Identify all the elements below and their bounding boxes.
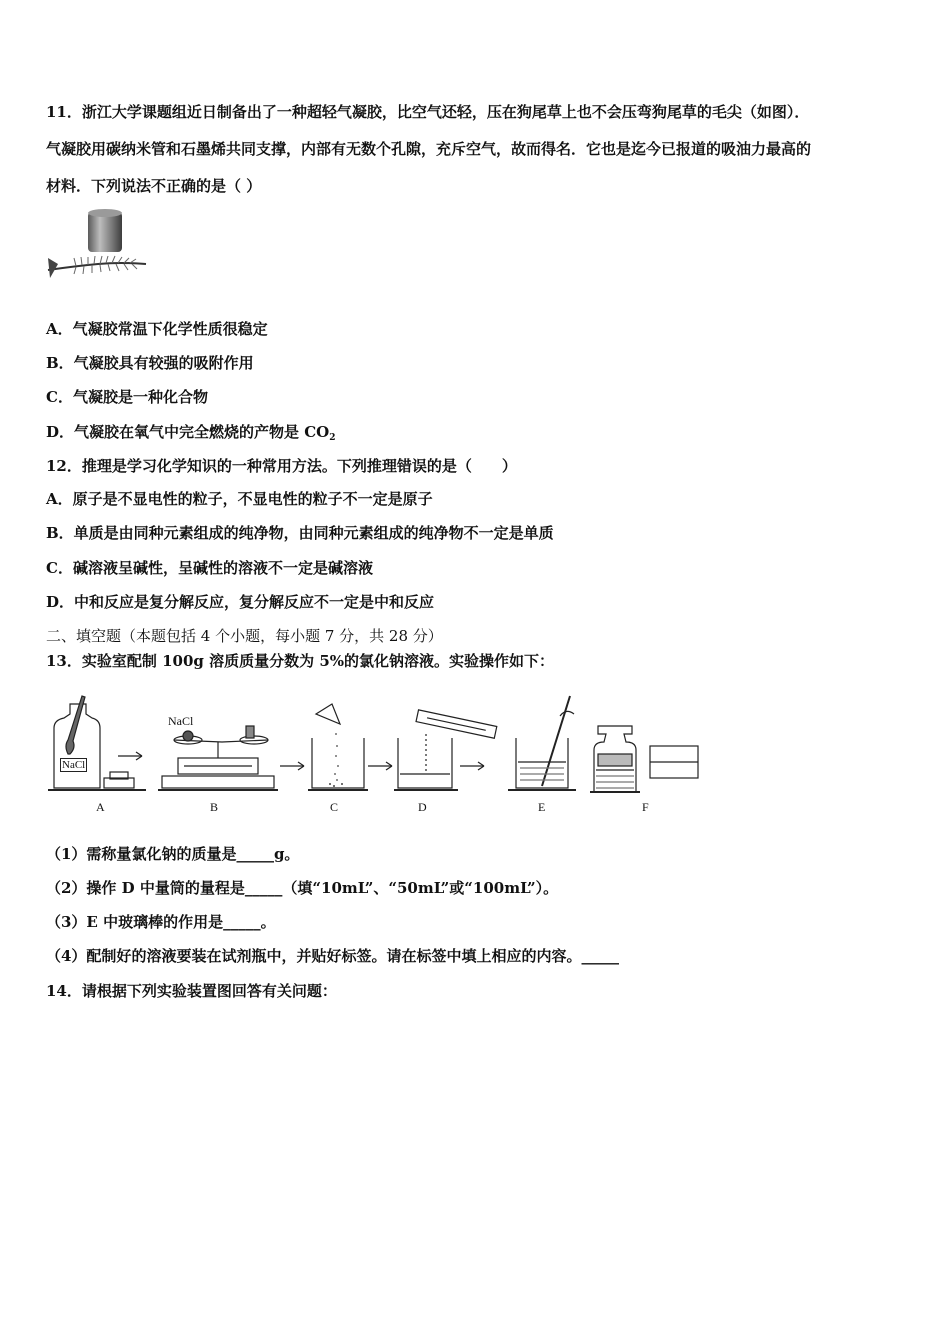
step-label-f: F xyxy=(642,800,649,814)
q11-line3: 材料．下列说法不正确的是（ ） xyxy=(46,177,262,195)
aerogel-foxtail-image xyxy=(46,208,150,288)
q11-option-a: A．气凝胶常温下化学性质很稳定 xyxy=(46,320,268,338)
section-2-heading: 二、填空题（本题包括 4 个小题，每小题 7 分，共 28 分） xyxy=(46,627,443,645)
q13-stem: 13．实验室配制 100g 溶质质量分数为 5%的氯化钠溶液。实验操作如下： xyxy=(46,652,555,670)
nacl-bottle-label: NaCl xyxy=(62,759,86,771)
step-label-a: A xyxy=(96,800,105,814)
step-label-c: C xyxy=(330,800,339,814)
step-label-b: B xyxy=(210,800,219,814)
q12-option-b: B．单质是由同种元素组成的纯净物，由同种元素组成的纯净物不一定是单质 xyxy=(46,524,554,542)
q11-option-d xyxy=(46,422,336,448)
nacl-balance-label: NaCl xyxy=(168,714,194,728)
q13-part-1: （1）需称量氯化钠的质量是_____g。 xyxy=(46,845,300,863)
q14-stem: 14．请根据下列实验装置图回答有关问题： xyxy=(46,982,337,1000)
q11-option-b: B．气凝胶具有较强的吸附作用 xyxy=(46,354,254,372)
q12-option-d: D．中和反应是复分解反应，复分解反应不一定是中和反应 xyxy=(46,593,435,611)
q13-part-3: （3）E 中玻璃棒的作用是_____。 xyxy=(46,913,276,931)
q11-option-d-text: D．气凝胶在氧气中完全燃烧的产物是 CO xyxy=(46,423,330,441)
q11-option-c: C．气凝胶是一种化合物 xyxy=(46,388,208,406)
q12-option-a: A．原子是不显电性的粒子，不显电性的粒子不一定是原子 xyxy=(46,490,433,508)
q11-line2: 气凝胶用碳纳米管和石墨烯共同支撑，内部有无数个孔隙，充斥空气，故而得名．它也是迄今已报道的吸油力最高的 xyxy=(46,140,812,158)
q12-option-c: C．碱溶液呈碱性，呈碱性的溶液不一定是碱溶液 xyxy=(46,559,373,577)
q13-part-2: （2）操作 D 中量筒的量程是_____（填“10mL”、“50mL”或“100mL”）。 xyxy=(46,879,559,897)
q12-stem: 12．推理是学习化学知识的一种常用方法。下列推理错误的是（ ） xyxy=(46,457,517,475)
q13-part-4: （4）配制好的溶液要装在试剂瓶中，并贴好标签。请在标签中填上相应的内容。_____ xyxy=(46,947,619,965)
nacl-solution-preparation-diagram xyxy=(46,690,706,818)
experiment-steps-drawing xyxy=(46,690,706,818)
step-label-e: E xyxy=(538,800,546,814)
q11-line1: 11．浙江大学课题组近日制备出了一种超轻气凝胶，比空气还轻，压在狗尾草上也不会压弯狗尾草的毛尖（如图）． xyxy=(46,103,810,121)
q11-option-d-subscript: 2 xyxy=(329,433,336,443)
step-label-d: D xyxy=(418,800,427,814)
